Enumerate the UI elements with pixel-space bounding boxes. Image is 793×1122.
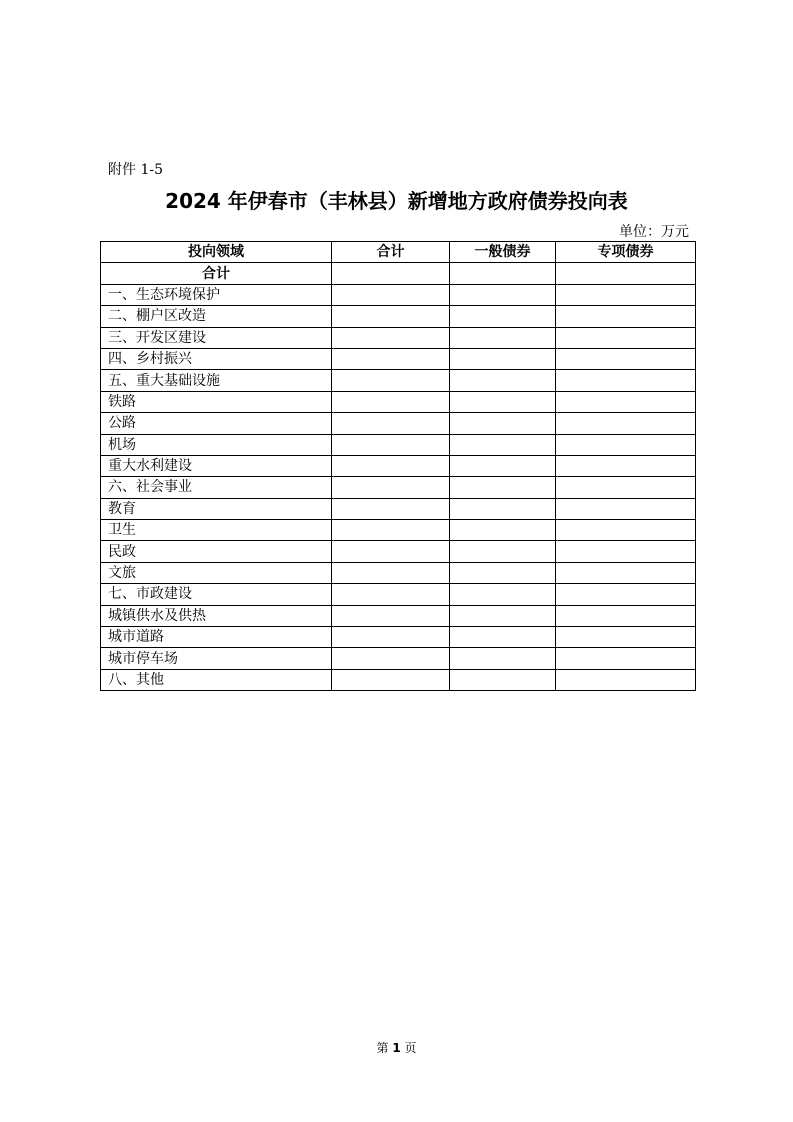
row-label: 七、市政建设 [101, 584, 332, 605]
table-cell [556, 520, 696, 541]
footer-prefix: 第 [376, 1041, 389, 1055]
table-cell [556, 391, 696, 412]
table-row [101, 284, 696, 305]
page-footer [0, 1040, 793, 1056]
table-cell [450, 284, 556, 305]
table-cell [450, 498, 556, 519]
header-special-bonds: 专项债券 [556, 242, 696, 263]
table-cell [332, 391, 450, 412]
table-cell [332, 562, 450, 583]
row-label: 机场 [101, 434, 332, 455]
row-label: 八、其他 [101, 669, 332, 690]
attachment-label: 附件 1-5 [108, 162, 163, 178]
table-cell [556, 327, 696, 348]
table-cell [556, 434, 696, 455]
row-label: 铁路 [101, 391, 332, 412]
table-row [101, 413, 696, 434]
table-cell [332, 627, 450, 648]
table-cell [332, 455, 450, 476]
row-label: 重大水利建设 [101, 455, 332, 476]
total-row [101, 263, 696, 284]
table-cell [556, 413, 696, 434]
page-title: 2024 年伊春市（丰林县）新增地方政府债券投向表 [165, 189, 628, 213]
table-cell [332, 263, 450, 284]
table-row [101, 327, 696, 348]
table-row [101, 584, 696, 605]
row-label: 四、乡村振兴 [101, 348, 332, 369]
table-row [101, 348, 696, 369]
row-label: 城市停车场 [101, 648, 332, 669]
table-cell [450, 584, 556, 605]
table-cell [450, 370, 556, 391]
table-cell [332, 520, 450, 541]
table-cell [450, 327, 556, 348]
row-label: 教育 [101, 498, 332, 519]
table-cell [332, 541, 450, 562]
table-row [101, 498, 696, 519]
footer-suffix: 页 [404, 1041, 417, 1055]
row-label: 民政 [101, 541, 332, 562]
header-investment-area: 投向领域 [101, 242, 332, 263]
table-cell [332, 477, 450, 498]
table-row [101, 541, 696, 562]
row-label: 五、重大基础设施 [101, 370, 332, 391]
table-row [101, 370, 696, 391]
table-cell [556, 370, 696, 391]
row-label: 卫生 [101, 520, 332, 541]
table-cell [450, 263, 556, 284]
table-cell [556, 455, 696, 476]
table-row [101, 520, 696, 541]
table-row [101, 627, 696, 648]
table-cell [450, 455, 556, 476]
table-cell [332, 348, 450, 369]
table-cell [332, 284, 450, 305]
table-cell [332, 648, 450, 669]
table-cell [556, 648, 696, 669]
table-cell [450, 605, 556, 626]
row-label: 公路 [101, 413, 332, 434]
bond-allocation-table [100, 241, 696, 691]
table-cell [450, 348, 556, 369]
row-label: 二、棚户区改造 [101, 306, 332, 327]
table-row [101, 669, 696, 690]
table-row [101, 562, 696, 583]
table-cell [332, 669, 450, 690]
table-cell [332, 498, 450, 519]
table-row [101, 648, 696, 669]
table-cell [556, 477, 696, 498]
table-cell [450, 434, 556, 455]
table-cell [556, 306, 696, 327]
table-header-row [101, 242, 696, 263]
table-cell [556, 263, 696, 284]
table-cell [332, 370, 450, 391]
table-cell [556, 669, 696, 690]
table-row [101, 434, 696, 455]
table-row [101, 605, 696, 626]
table-cell [556, 627, 696, 648]
table-cell [450, 413, 556, 434]
page-number: 1 [392, 1041, 401, 1055]
table-cell [450, 541, 556, 562]
row-label: 六、社会事业 [101, 477, 332, 498]
table-row [101, 477, 696, 498]
total-row-label: 合计 [101, 263, 332, 284]
table-cell [556, 584, 696, 605]
table-cell [556, 498, 696, 519]
table-cell [332, 584, 450, 605]
table-cell [450, 391, 556, 412]
unit-label: 单位：万元 [619, 224, 689, 240]
table-cell [332, 605, 450, 626]
table-cell [332, 434, 450, 455]
table-row [101, 306, 696, 327]
header-general-bonds: 一般债券 [450, 242, 556, 263]
row-label: 一、生态环境保护 [101, 284, 332, 305]
table-cell [450, 520, 556, 541]
row-label: 城市道路 [101, 627, 332, 648]
table-cell [450, 669, 556, 690]
table-cell [332, 306, 450, 327]
row-label: 城镇供水及供热 [101, 605, 332, 626]
table-cell [332, 327, 450, 348]
table-row [101, 391, 696, 412]
header-total: 合计 [332, 242, 450, 263]
table-cell [556, 562, 696, 583]
table-cell [450, 562, 556, 583]
table-cell [450, 627, 556, 648]
table-cell [450, 648, 556, 669]
table-cell [556, 348, 696, 369]
table-cell [450, 477, 556, 498]
table-cell [556, 541, 696, 562]
table-row [101, 455, 696, 476]
row-label: 文旅 [101, 562, 332, 583]
row-label: 三、开发区建设 [101, 327, 332, 348]
table-cell [556, 284, 696, 305]
table-cell [556, 605, 696, 626]
table-cell [450, 306, 556, 327]
table-cell [332, 413, 450, 434]
